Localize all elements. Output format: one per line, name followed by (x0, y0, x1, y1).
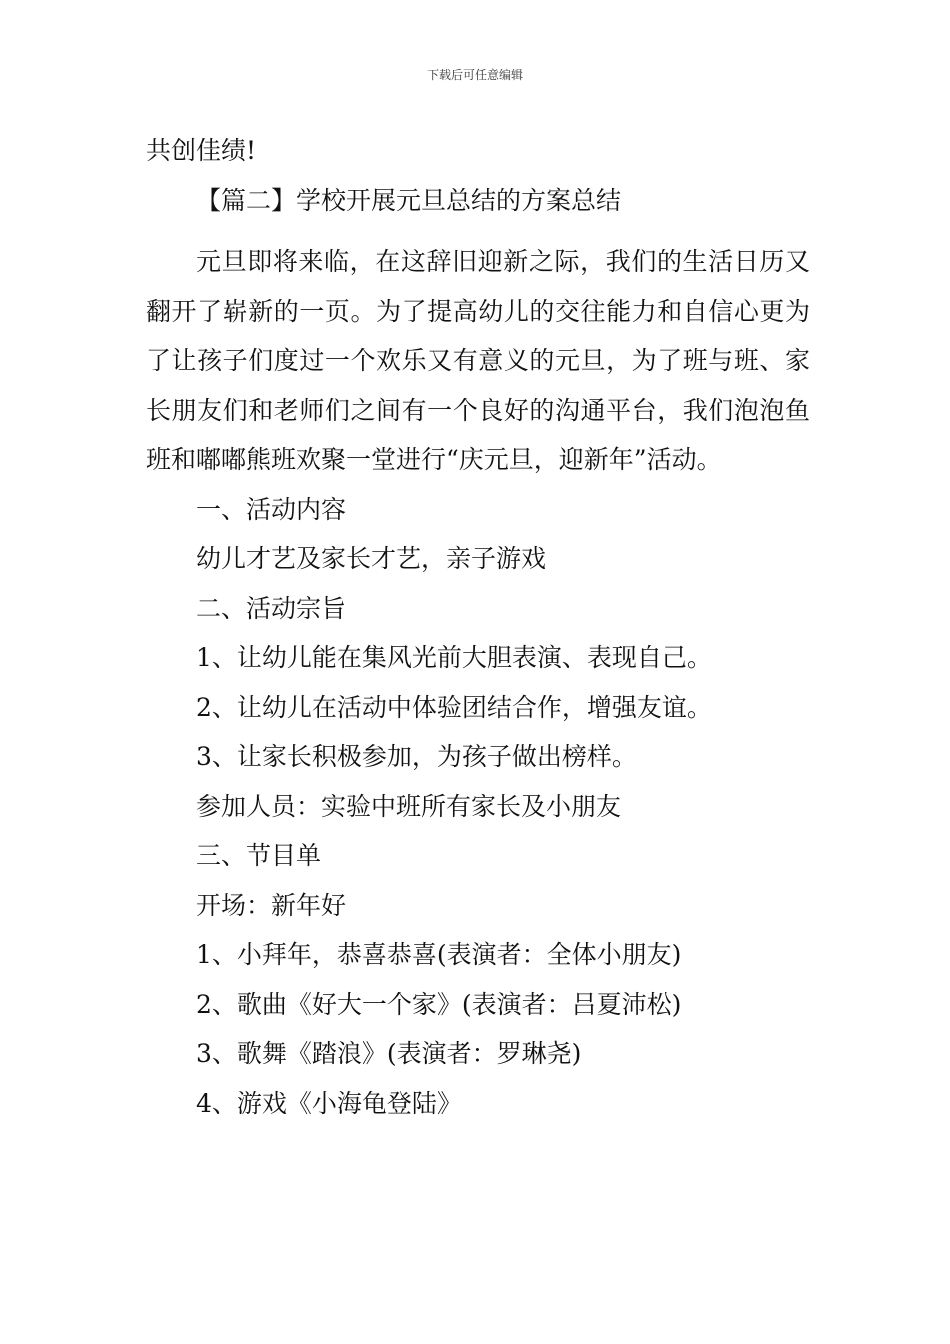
closing-line: 共创佳绩! (146, 136, 257, 165)
program-item-2: 2、歌曲《好大一个家》(表演者：吕夏沛松) (196, 989, 682, 1019)
program-item-4: 4、游戏《小海龟登陆》 (196, 1088, 462, 1118)
heading-activity-content: 一、活动内容 (196, 494, 347, 524)
purpose-item-2: 2、让幼儿在活动中体验团结合作，增强友谊。 (196, 692, 712, 722)
purpose-item-1: 1、让幼儿能在集风光前大胆表演、表现自己。 (196, 643, 712, 672)
participants-line: 参加人员：实验中班所有家长及小朋友 (196, 791, 622, 821)
purpose-item-3: 3、让家长积极参加，为孩子做出榜样。 (196, 742, 637, 771)
page-header: 下载后可任意编辑 (426, 68, 523, 82)
heading-program-list: 三、节目单 (196, 841, 322, 870)
program-opening: 开场：新年好 (196, 890, 347, 920)
program-item-3: 3、歌舞《踏浪》(表演者：罗琳尧) (196, 1039, 582, 1068)
intro-paragraph: 元旦即将来临，在这辞旧迎新之际，我们的生活日历又翻开了崭新的一页。为了提高幼儿的交往能力和自信心更为了让孩子们度过一个欢乐又有意义的元旦，为了班与班、家长朋友们和老师们之间有一个良好的沟通平台，我们泡泡鱼班和嘟嘟熊班欢聚一堂进行“庆元旦，迎新年”活动。 (146, 247, 810, 474)
program-item-1: 1、小拜年，恭喜恭喜(表演者：全体小朋友) (196, 940, 682, 969)
section-title: 【篇二】学校开展元旦总结的方案总结 (196, 185, 622, 215)
document-body (146, 126, 810, 1128)
heading-activity-purpose: 二、活动宗旨 (196, 593, 347, 623)
activity-content-text: 幼儿才艺及家长才艺，亲子游戏 (196, 544, 547, 573)
